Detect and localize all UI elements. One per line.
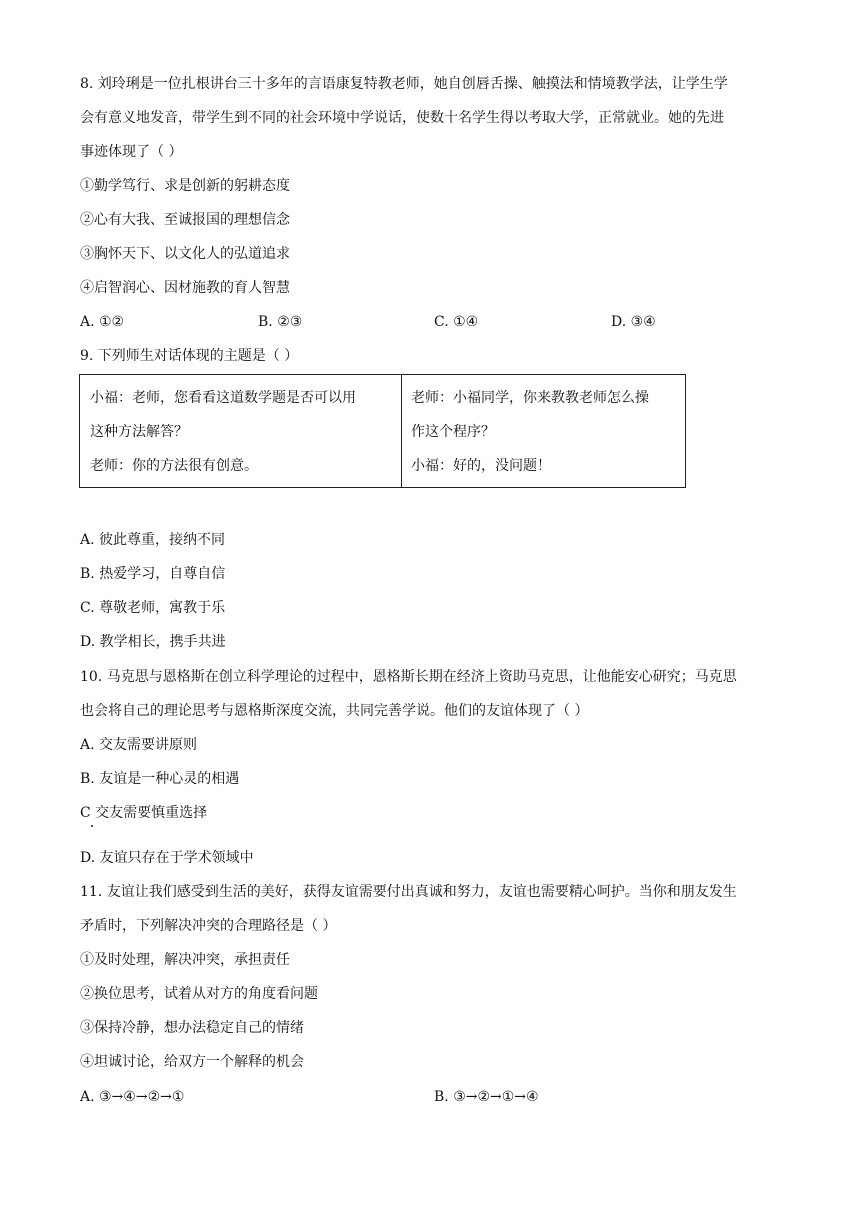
q8-stem-line-3: 事迹体现了（ ） (80, 144, 183, 160)
q8-option-b[interactable]: B. ②③ (258, 314, 303, 330)
q9-table-divider (401, 375, 402, 487)
q10-option-b[interactable]: B. 友谊是一种心灵的相遇 (80, 771, 240, 787)
q10-option-c[interactable]: C 交友需要慎重选择 (80, 805, 208, 821)
q9-right-line-1: 老师：小福同学，你来教教老师怎么操 (411, 390, 649, 406)
q8-option-c[interactable]: C. ①④ (434, 314, 479, 330)
q11-option-a[interactable]: A. ③→④→②→① (80, 1089, 185, 1105)
q11-item-3: ③保持冷静，想办法稳定自己的情绪 (80, 1020, 304, 1036)
q8-option-a[interactable]: A. ①② (80, 314, 125, 330)
q8-item-3: ③胸怀天下、以文化人的弘道追求 (80, 246, 290, 262)
q8-option-d[interactable]: D. ③④ (611, 314, 656, 330)
q8-item-1: ①勤学笃行、求是创新的躬耕态度 (80, 178, 290, 194)
q9-option-b[interactable]: B. 热爱学习，自尊自信 (80, 566, 226, 582)
q8-item-2: ②心有大我、至诚报国的理想信念 (80, 212, 290, 228)
q9-right-line-3: 小福：好的，没问题！ (411, 458, 551, 474)
q9-left-line-2: 这种方法解答？ (90, 424, 188, 440)
q11-item-2: ②换位思考，试着从对方的角度看问题 (80, 986, 318, 1002)
q9-option-c[interactable]: C. 尊敬老师，寓教于乐 (80, 600, 226, 616)
q11-stem-line-2: 矛盾时，下列解决冲突的合理路径是（ ） (80, 918, 337, 934)
stray-dot-mark (91, 825, 93, 827)
q11-option-b[interactable]: B. ③→②→①→④ (434, 1089, 539, 1105)
q8-item-4: ④启智润心、因材施教的育人智慧 (80, 280, 290, 296)
q10-option-a[interactable]: A. 交友需要讲原则 (80, 737, 198, 753)
q9-left-line-3: 老师：你的方法很有创意。 (90, 458, 258, 474)
q10-stem-line-2: 也会将自己的理论思考与恩格斯深度交流，共同完善学说。他们的友谊体现了（ ） (80, 703, 589, 719)
q10-option-d[interactable]: D. 友谊只存在于学术领域中 (80, 850, 254, 866)
q9-option-a[interactable]: A. 彼此尊重，接纳不同 (80, 532, 226, 548)
q9-dialogue-table (79, 374, 686, 488)
q9-right-line-2: 作这个程序？ (411, 424, 495, 440)
q8-stem-line-1: 8. 刘玲琍是一位扎根讲台三十多年的言语康复特教老师，她自创唇舌操、触摸法和情境教学法，让学生学 (80, 76, 728, 92)
q11-item-1: ①及时处理，解决冲突，承担责任 (80, 952, 290, 968)
q9-stem: 9. 下列师生对话体现的主题是（ ） (80, 348, 299, 364)
q9-left-line-1: 小福：老师，您看看这道数学题是否可以用 (90, 390, 356, 406)
q8-stem-line-2: 会有意义地发音，带学生到不同的社会环境中学说话，使数十名学生得以考取大学，正常就业。她的先进 (80, 110, 724, 126)
q11-item-4: ④坦诚讨论，给双方一个解释的机会 (80, 1054, 304, 1070)
q11-stem-line-1: 11. 友谊让我们感受到生活的美好，获得友谊需要付出真诚和努力，友谊也需要精心呵护。当你和朋友发生 (80, 884, 737, 900)
q10-stem-line-1: 10. 马克思与恩格斯在创立科学理论的过程中，恩格斯长期在经济上资助马克思，让他能安心研究；马克思 (80, 669, 737, 685)
q9-option-d[interactable]: D. 教学相长，携手共进 (80, 634, 226, 650)
